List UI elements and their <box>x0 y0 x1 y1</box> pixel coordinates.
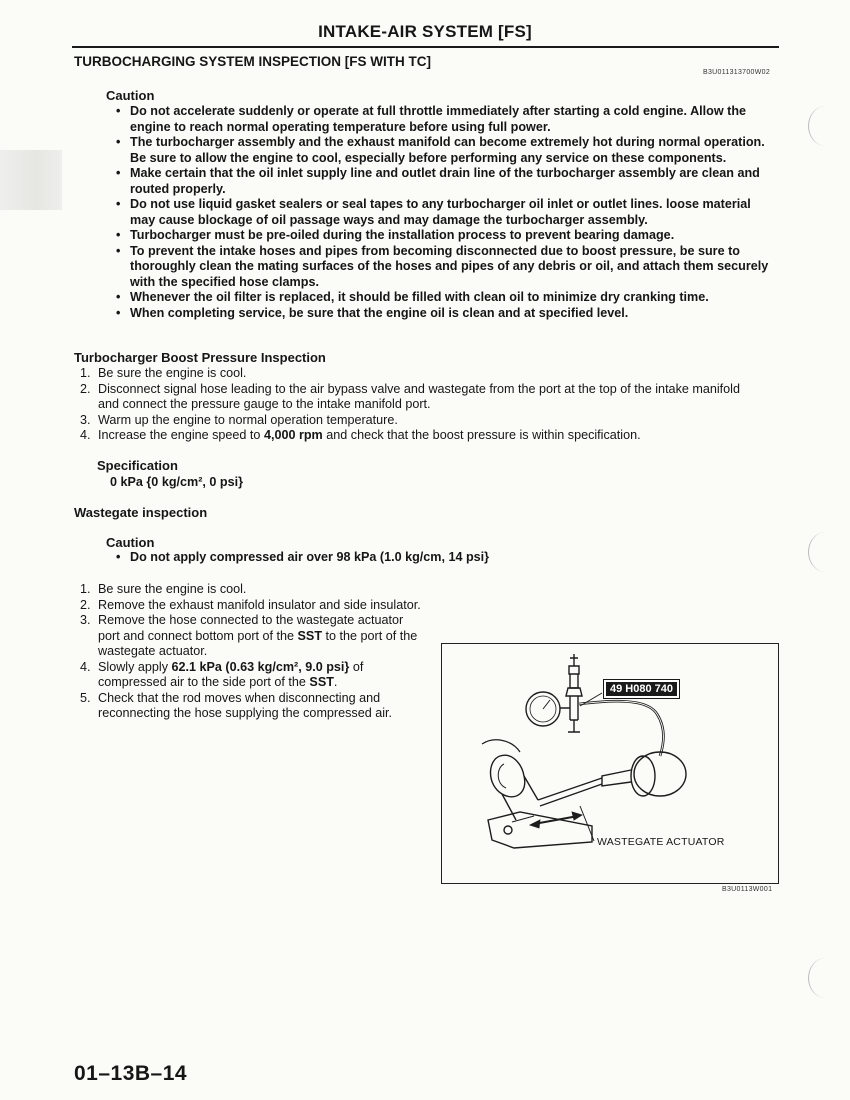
actuator-rod <box>538 778 602 806</box>
step-text: Disconnect signal hose leading to the air bypass valve and wastegate from the port at the top of the intake manifold and connect the pressure gauge to the intake manifold port. <box>98 381 740 411</box>
turbo-bracket <box>502 776 538 820</box>
step-item <box>74 428 764 444</box>
step-item <box>74 660 418 691</box>
step-text: Be sure the engine is cool. <box>98 582 247 596</box>
page-header-title: INTAKE-AIR SYSTEM [FS] <box>318 22 532 41</box>
step-text: Warm up the engine to normal operation temperature. <box>98 412 398 427</box>
actuator-canister <box>634 752 686 796</box>
gauge-connector <box>560 696 578 720</box>
boost-inspection-title: Turbocharger Boost Pressure Inspection <box>74 350 326 365</box>
step-number: 1. <box>80 366 91 380</box>
step-text: Be sure the engine is cool. <box>98 366 247 380</box>
step-text-post: and check that the boost pressure is within specification. <box>322 428 641 442</box>
sst-ref: SST <box>297 628 323 643</box>
step-item <box>74 691 398 722</box>
step-text-post: to the port of the wastegate actuator. <box>98 628 418 658</box>
wastegate-inspection-title: Wastegate inspection <box>74 505 208 520</box>
caution-item: • Do not accelerate suddenly or operate at full throttle immediately after starting a cold engine. Allow the engine to reach normal operating temperature before using full power. <box>114 104 778 135</box>
turbo-housing-detail <box>498 764 506 788</box>
rod-movement-arrow <box>534 816 578 824</box>
caution-list <box>114 104 778 321</box>
step-text-pre: Remove the hose connected to the wastegate actuator port and connect bottom port of the <box>98 613 404 643</box>
step-number: 1. <box>80 582 91 596</box>
sst-number-tag: 49 H080 740 <box>604 680 679 698</box>
wastegate-caution-label: Caution <box>106 535 155 550</box>
caution-item: • Make certain that the oil inlet supply line and outlet drain line of the turbocharger assembly are clean and routed properly. <box>114 166 778 197</box>
mounting-bolt <box>504 826 512 834</box>
wastegate-actuator-label: WASTEGATE ACTUATOR <box>597 836 725 848</box>
step-item <box>74 613 418 660</box>
step-number: 2. <box>80 597 91 612</box>
caution-item: • Do not apply compressed air over 98 kPa (1.0 kg/cm, 14 psi} <box>114 550 674 566</box>
caution-item: • To prevent the intake hoses and pipes from becoming disconnected due to boost pressure, be sure to thoroughly clean the mating surfaces of the hoses and pipes of any debris or oil, and attach them securely with the specified hose clamps. <box>114 244 778 291</box>
binder-hole-mark <box>808 958 843 998</box>
step-text: Check that the rod moves when disconnecting and reconnecting the hose supplying the compressed air. <box>98 690 393 720</box>
section-title: TURBOCHARGING SYSTEM INSPECTION [FS WITH TC] <box>74 54 431 69</box>
caution-item: • The turbocharger assembly and the exhaust manifold can become extremely hot during normal operation. Be sure to allow the engine to cool, especially before performing any service on these components. <box>114 135 778 166</box>
actuator-neck <box>602 770 631 786</box>
figure-code: B3U0113W001 <box>722 886 773 893</box>
caution-item: • When completing service, be sure that the engine oil is clean and at specified level. <box>114 306 778 322</box>
step-item <box>74 413 764 429</box>
step-text-mid: of compressed air to the side port of the <box>98 659 364 689</box>
sst-ref: SST <box>309 675 334 689</box>
sst-lower-port <box>568 720 580 732</box>
caution-item: • Whenever the oil filter is replaced, it should be filled with clean oil to minimize dry cranking time. <box>114 290 778 306</box>
sst-leader-line <box>580 693 602 706</box>
engine-speed-value: 4,000 rpm <box>263 428 323 442</box>
caution-item: • Do not use liquid gasket sealers or seal tapes to any turbocharger oil inlet or outlet lines. loose material may cause blockage of oil passage ways and may damage the turbocharger assembly. <box>114 197 778 228</box>
step-text: Remove the exhaust manifold insulator and side insulator. <box>98 597 421 612</box>
step-item <box>74 598 498 614</box>
binder-hole-mark <box>808 532 843 572</box>
section-tab-shadow <box>0 150 62 210</box>
wastegate-figure <box>441 643 779 884</box>
step-number: 5. <box>80 690 91 705</box>
air-hose <box>579 701 663 756</box>
step-number: 4. <box>80 428 91 442</box>
page-number: 01–13B–14 <box>74 1062 188 1085</box>
turbo-housing <box>491 755 525 797</box>
step-number: 3. <box>80 412 91 427</box>
step-number: 4. <box>80 659 91 674</box>
specification-label: Specification <box>97 458 178 473</box>
step-text-pre: Increase the engine speed to <box>98 428 264 442</box>
wastegate-steps <box>74 582 434 722</box>
wastegate-caution-list <box>114 550 674 566</box>
section-code: B3U011313700W02 <box>703 69 771 76</box>
boost-steps <box>74 366 764 444</box>
step-number: 3. <box>80 613 91 627</box>
step-text-post: . <box>333 675 338 689</box>
gauge-needle <box>543 700 550 709</box>
step-text-pre: Slowly apply <box>98 659 172 674</box>
sst-valve-body <box>570 674 578 688</box>
air-nozzle <box>569 654 579 674</box>
sst-fitting <box>566 688 582 696</box>
binder-hole-mark <box>808 106 843 146</box>
specification-value: 0 kPa {0 kg/cm², 0 psi} <box>110 475 244 489</box>
step-number: 2. <box>80 381 91 396</box>
caution-item: • Turbocharger must be pre-oiled during the installation process to prevent bearing damage. <box>114 228 778 244</box>
header-rule <box>72 46 779 48</box>
step-item <box>74 382 764 413</box>
intake-pipe-stub <box>482 740 520 752</box>
air-pressure-value: 62.1 kPa (0.63 kg/cm², 9.0 psi} <box>171 659 350 674</box>
step-item <box>74 582 434 598</box>
step-item <box>74 366 764 382</box>
caution-label: Caution <box>106 88 155 103</box>
